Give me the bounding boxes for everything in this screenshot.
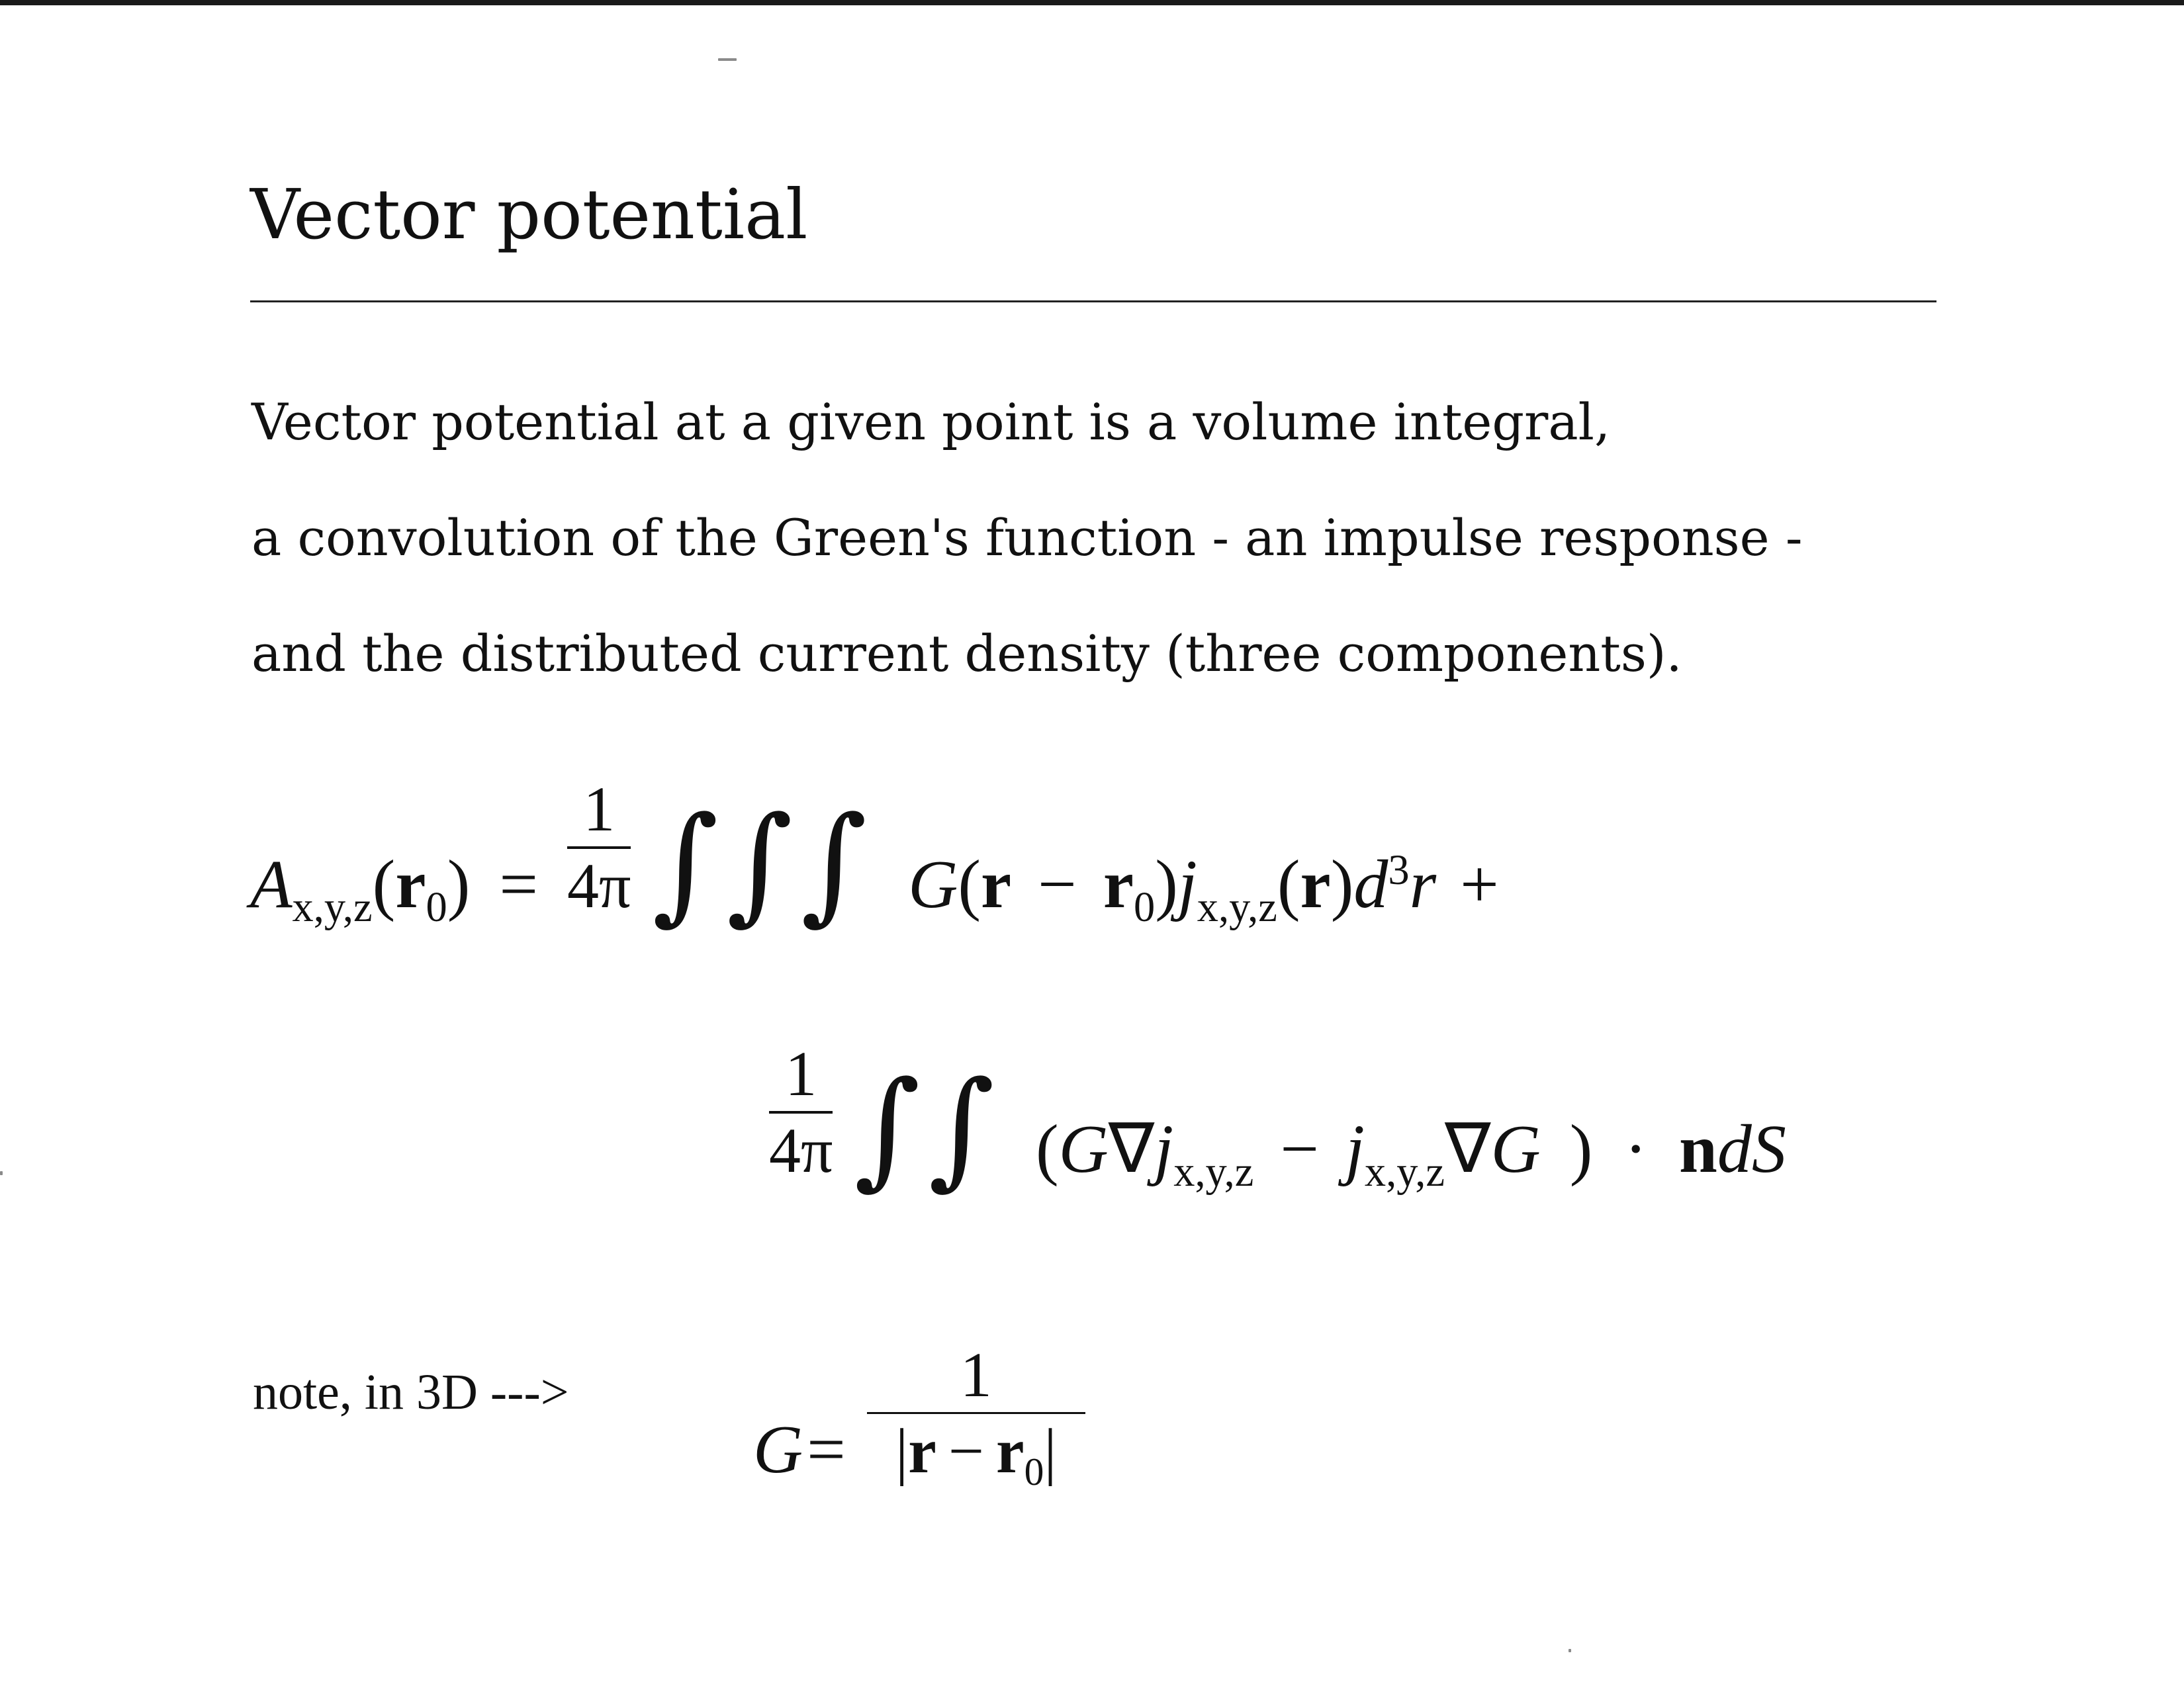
- eq1-integral-2: ∫: [726, 789, 793, 938]
- note-r0-sub: 0: [1024, 1450, 1044, 1494]
- eq2-dot: ·: [1624, 1111, 1648, 1187]
- eq2-minus: −: [1280, 1111, 1319, 1187]
- note-G: G: [753, 1411, 803, 1487]
- eq2-G2: G: [1490, 1111, 1541, 1187]
- eq2-integral-2: ∫: [928, 1054, 995, 1202]
- eq1-r2: r: [980, 846, 1012, 922]
- note-frac-num: 1: [960, 1339, 992, 1410]
- surface-integral-term: [769, 1038, 1786, 1202]
- eq2-fraction: [769, 1038, 833, 1186]
- eq1-paren2-close: ): [1330, 846, 1354, 922]
- eq2-frac-num: 1: [785, 1038, 817, 1109]
- eq1-equals: =: [499, 846, 539, 922]
- note-frac-bar: [867, 1412, 1085, 1414]
- note-equals: =: [807, 1411, 846, 1487]
- eq1-integral-3: ∫: [800, 789, 868, 938]
- eq1-j: j: [1177, 846, 1197, 922]
- eq1-frac-den: 4π: [567, 850, 631, 921]
- paragraph-line-1: Vector potential at a given point is a volume integral,: [251, 392, 1611, 451]
- scan-speck: [718, 58, 737, 61]
- page-title: Vector potential: [250, 174, 808, 255]
- eq2-j: j: [1154, 1111, 1174, 1187]
- eq1-r: r: [395, 846, 426, 922]
- eq1-close: ): [447, 846, 471, 922]
- eq2-close: ): [1569, 1111, 1593, 1187]
- eq1-d: d: [1353, 846, 1388, 922]
- eq1-fraction: [567, 774, 631, 921]
- note-abs-right: |: [1044, 1415, 1057, 1486]
- scan-speck: [1569, 1649, 1571, 1652]
- eq1-r-sub: 0: [426, 883, 447, 930]
- eq1-plus: +: [1460, 846, 1499, 922]
- eq2-j2: j: [1345, 1111, 1365, 1187]
- eq2-G: G: [1058, 1111, 1109, 1187]
- note-minus: −: [948, 1415, 984, 1486]
- paragraph-line-2: a convolution of the Green's function - an impulse response -: [251, 508, 1803, 567]
- note-frac-den: [867, 1415, 1085, 1494]
- vector-potential-equation: [250, 774, 1499, 938]
- eq2-nabla2: ∇: [1445, 1111, 1491, 1187]
- eq1-lhs-subscript: x,y,z: [292, 883, 373, 930]
- eq2-frac-bar: [769, 1111, 833, 1114]
- note-label: note, in 3D --->: [253, 1364, 569, 1420]
- eq1-frac-num: 1: [583, 774, 615, 844]
- eq1-paren2-open: (: [1277, 846, 1300, 922]
- eq2-j-sub: x,y,z: [1173, 1147, 1254, 1195]
- eq1-r5: r: [1409, 846, 1437, 922]
- eq1-A: A: [250, 846, 293, 922]
- eq1-j-sub: x,y,z: [1197, 883, 1277, 930]
- eq2-n: n: [1679, 1111, 1717, 1187]
- scan-speck: [0, 1171, 3, 1175]
- paragraph-line-3: and the distributed current density (three components).: [251, 624, 1682, 683]
- eq2-frac-den: 4π: [769, 1115, 833, 1186]
- eq1-open: (: [372, 846, 396, 922]
- eq2-dS: dS: [1717, 1111, 1786, 1187]
- eq2-integral-1: ∫: [854, 1054, 921, 1202]
- eq1-paren-close: ): [1155, 846, 1178, 922]
- title-rule: [250, 300, 1936, 302]
- eq2-nabla: ∇: [1108, 1111, 1155, 1187]
- eq1-r4: r: [1300, 846, 1331, 922]
- note-abs-left: |: [895, 1415, 909, 1486]
- note-fraction: [867, 1339, 1085, 1494]
- eq1-minus: −: [1038, 846, 1077, 922]
- eq1-cube: 3: [1388, 846, 1410, 893]
- eq1-G: G: [908, 846, 958, 922]
- greens-function-definition: [753, 1339, 1085, 1494]
- note-r0: r: [995, 1415, 1024, 1486]
- eq1-frac-bar: [567, 846, 631, 849]
- eq1-paren-open: (: [958, 846, 981, 922]
- note-r: r: [908, 1415, 936, 1486]
- eq2-open: (: [1035, 1111, 1059, 1187]
- eq1-r3: r: [1103, 846, 1134, 922]
- eq2-j2-sub: x,y,z: [1364, 1147, 1445, 1195]
- eq1-integral-1: ∫: [652, 789, 719, 938]
- scan-top-edge: [0, 0, 2184, 5]
- eq1-r3-sub: 0: [1133, 883, 1156, 930]
